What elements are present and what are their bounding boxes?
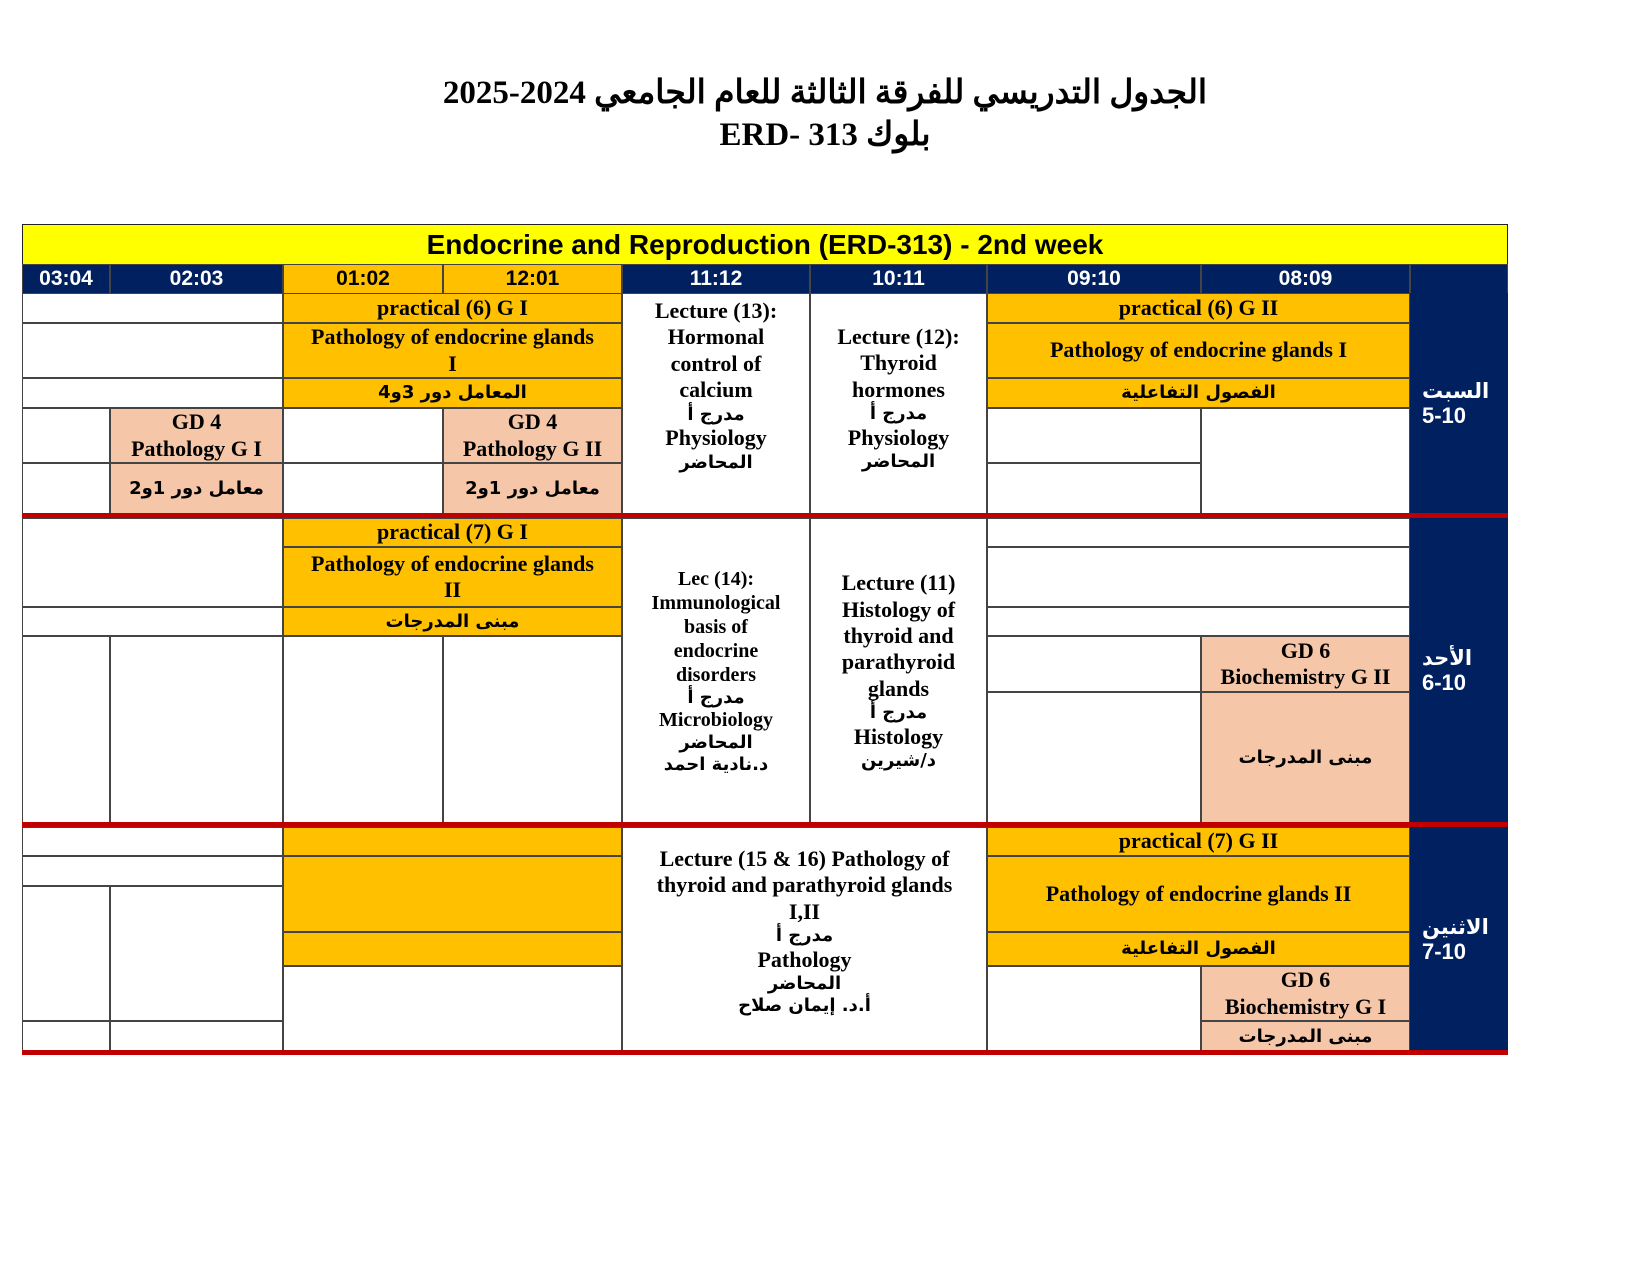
title-line1: الجدول التدريسي للفرقة الثالثة للعام الجامعي 2024-2025 [442,75,1208,111]
lecturer: المحاضر [861,451,936,473]
sat-gd-g1-place: معامل دور 1و2 [110,463,283,515]
empty-cell [110,636,283,824]
sun-practical-g1-topic: Pathology of endocrine glands II [283,547,622,607]
day-divider [22,1050,1508,1055]
day-date: 5-10 [1422,403,1467,428]
lecturer: المحاضر [679,732,753,754]
mon-gd-g1: GD 6 Biochemistry G I [1201,966,1410,1021]
empty-cell [110,886,283,1021]
lecture-title: Lecture (11) Histology of thyroid and parathyroid glands [841,570,956,701]
empty-cell [22,856,283,886]
empty-cell [443,636,622,824]
time-header: 12:01 [443,264,622,294]
lecturer-name: أ.د. إيمان صلاح [738,994,871,1016]
title-line2: ERD- 313 بلوك [719,117,931,153]
empty-cell [987,966,1201,1052]
lecture-hall: مدرج أ [869,702,928,724]
sun-gd-g2-place: مبنى المدرجات [1201,692,1410,824]
empty-cell [987,463,1201,515]
lecture-title: Lecture (15 & 16) Pathology of thyroid and parathyroid glands I,II [656,846,953,924]
sun-practical-g1-place: مبنى المدرجات [283,607,622,636]
sat-gd-g1: GD 4 Pathology G I [110,408,283,463]
sun-practical-g1: practical (7) G I [283,518,622,547]
lecturer: المحاضر [767,973,842,995]
lecturer-name: د.نادية احمد [663,753,769,775]
mon-practical-g2-topic: Pathology of endocrine glands II [987,856,1410,932]
empty-cell [283,966,622,1052]
day-date: 6-10 [1422,670,1467,695]
schedule-banner: Endocrine and Reproduction (ERD-313) - 2nd week [22,224,1508,265]
lecture-hall: مدرج أ [687,403,745,425]
time-header: 03:04 [22,264,110,294]
lecturer: المحاضر [679,451,753,473]
day-sunday [1410,518,1508,824]
empty-cell [283,636,443,824]
sat-practical-g1-topic: Pathology of endocrine glands I [283,323,622,378]
empty-cell [283,408,443,463]
sat-practical-g2-place: الفصول التفاعلية [987,378,1410,408]
empty-cell [987,547,1410,607]
sun-gd-g2: GD 6 Biochemistry G II [1201,636,1410,692]
day-name: الأحد [1422,646,1473,670]
empty-practical-cell [283,827,622,856]
lecture-title: Lec (14): Immunological basis of endocrine disorders [651,567,781,686]
empty-cell [22,293,283,323]
day-saturday [1410,293,1508,515]
empty-cell [987,518,1410,547]
sun-lecture-11 [810,518,987,824]
empty-cell [22,408,110,463]
time-header: 01:02 [283,264,443,294]
mon-gd-g1-place: مبنى المدرجات [1201,1021,1410,1052]
lecture-dept: Physiology [665,425,767,451]
empty-cell [283,463,443,515]
day-date: 7-10 [1422,938,1467,964]
empty-cell [22,607,283,636]
time-header: 11:12 [622,264,810,294]
sat-gd-g2: GD 4 Pathology G II [443,408,622,463]
empty-cell [1201,408,1410,515]
time-header: 02:03 [110,264,283,294]
sun-lecture-14 [622,518,810,824]
sat-gd-g2-place: معامل دور 1و2 [443,463,622,515]
day-monday [1410,827,1508,1052]
lecture-title: Lecture (12): Thyroid hormones [837,324,960,402]
mon-practical-g2-place: الفصول التفاعلية [987,932,1410,966]
empty-cell [22,378,283,408]
time-header: 08:09 [1201,264,1410,294]
empty-cell [22,1021,110,1052]
empty-cell [22,636,110,824]
sat-practical-g2: practical (6) G II [987,293,1410,323]
empty-practical-cell [283,932,622,966]
lecturer-name: د/شيرين [860,750,936,772]
lecture-hall: مدرج أ [775,925,834,947]
mon-lecture-15-16 [622,827,987,1052]
empty-cell [22,518,283,607]
lecture-dept: Pathology [757,946,852,972]
lecture-hall: مدرج أ [687,686,745,708]
sat-practical-g1: practical (6) G I [283,293,622,323]
empty-cell [22,463,110,515]
empty-cell [110,1021,283,1052]
empty-cell [22,827,283,856]
time-header: 10:11 [810,264,987,294]
mon-practical-g2: practical (7) G II [987,827,1410,856]
lecture-dept: Histology [853,723,944,749]
empty-cell [987,408,1201,463]
day-name: الاثنين [1422,914,1489,939]
empty-cell [987,607,1410,636]
empty-practical-cell [283,856,622,932]
day-name: السبت [1422,379,1490,403]
lecture-dept: Physiology [847,424,950,450]
lecture-dept: Microbiology [658,709,774,732]
empty-cell [22,323,283,378]
day-header [1410,264,1508,294]
lecture-hall: مدرج أ [869,403,928,425]
sat-lecture-12 [810,293,987,515]
empty-cell [987,636,1201,692]
sat-practical-g1-place: المعامل دور 3و4 [283,378,622,408]
sat-lecture-13 [622,293,810,515]
lecture-title: Lecture (13): Hormonal control of calcium [654,298,778,403]
empty-cell [22,886,110,1021]
empty-cell [987,692,1201,824]
sat-practical-g2-topic: Pathology of endocrine glands I [987,323,1410,378]
time-header: 09:10 [987,264,1201,294]
